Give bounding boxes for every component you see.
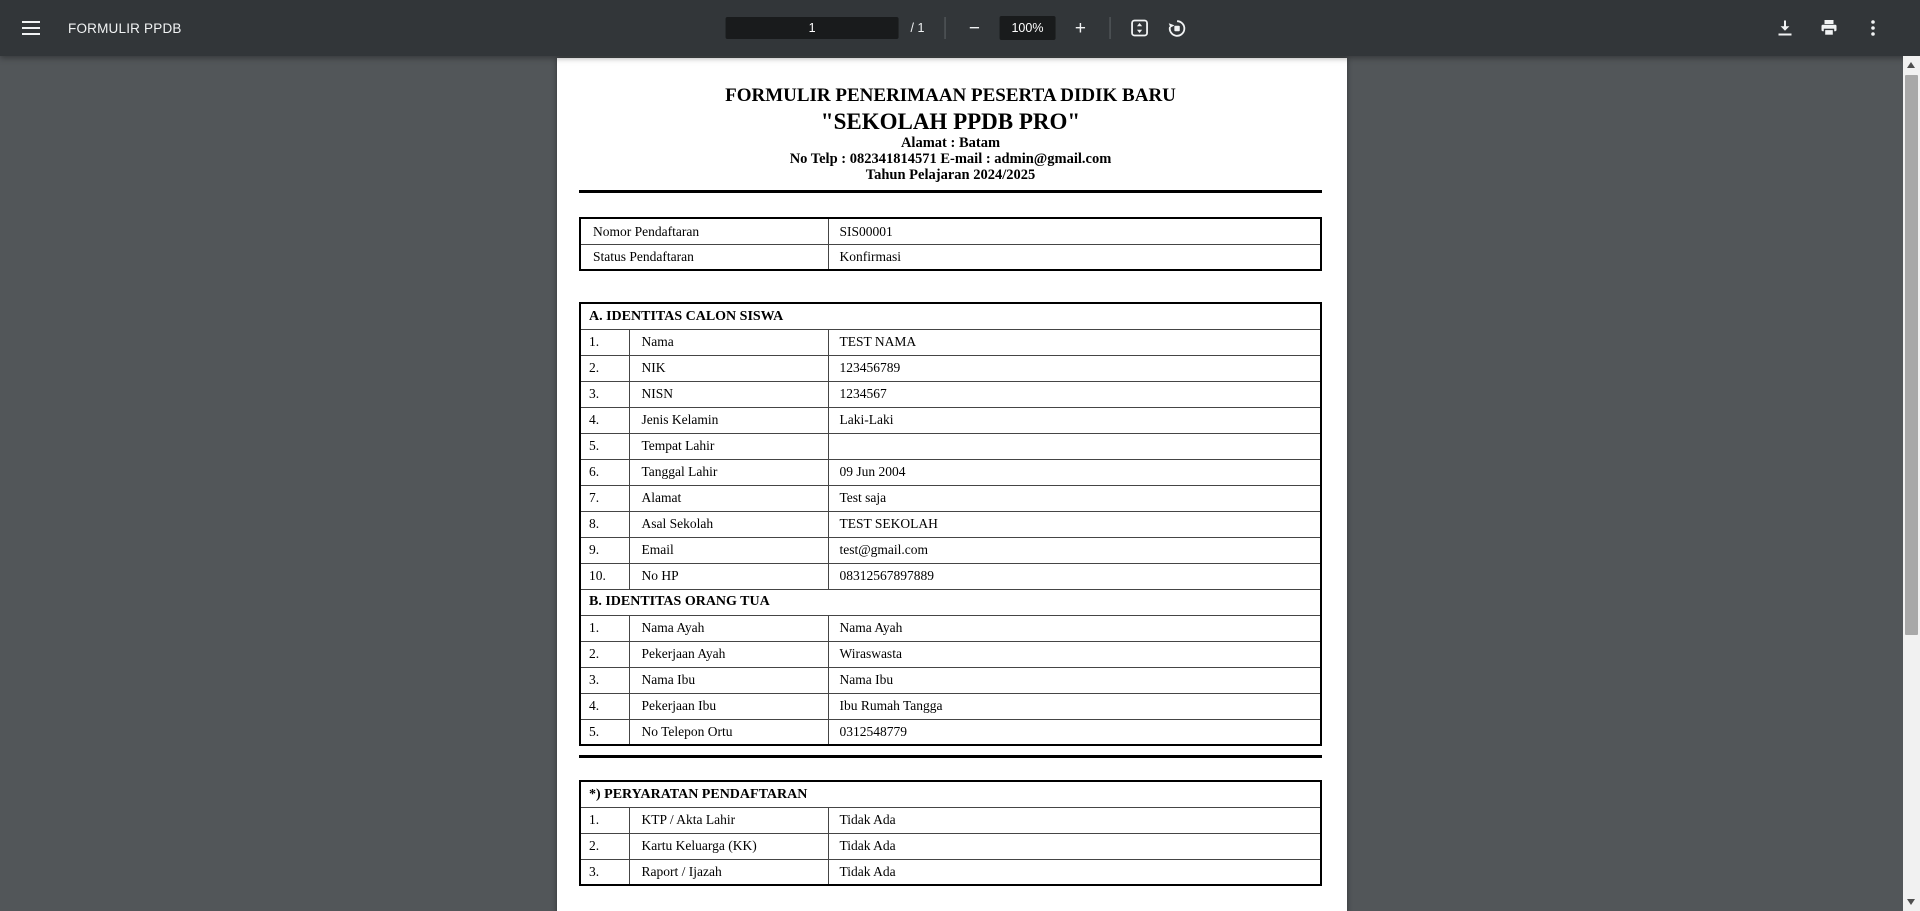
cell-value: Wiraswasta [828,641,1321,667]
section-a-header-row [580,303,1321,329]
cell-value: 123456789 [828,355,1321,381]
table-row [580,719,1321,745]
cell-value: Nama Ibu [828,667,1321,693]
cell-no: 7. [580,485,629,511]
requirements-rule [579,755,1322,758]
cell-value: 1234567 [828,381,1321,407]
requirements-table [579,780,1322,886]
scroll-up-arrow-icon[interactable] [1907,62,1915,68]
table-row [580,218,1321,244]
table-row [580,485,1321,511]
kebab-menu-icon [1871,20,1875,36]
page-count-label: / 1 [910,21,925,35]
cell-label: NIK [629,355,828,381]
form-header [579,85,1322,183]
cell-label: Tanggal Lahir [629,459,828,485]
cell-no: 2. [580,355,629,381]
cell-label: Nama [629,329,828,355]
plus-icon: + [1074,17,1086,39]
school-contact: No Telp : 082341814571 E-mail : admin@gmail.com [789,151,1112,168]
cell-no: 3. [580,667,629,693]
cell-label: Asal Sekolah [629,511,828,537]
cell-label: Raport / Ijazah [629,859,828,885]
section-b-header-row [580,589,1321,615]
table-row [580,833,1321,859]
table-row [580,615,1321,641]
cell-value: Tidak Ada [828,833,1321,859]
rotate-button[interactable] [1160,11,1194,45]
cell-value: 08312567897889 [828,563,1321,589]
menu-button[interactable] [14,11,48,45]
header-rule [579,190,1322,193]
table-row [580,433,1321,459]
section-b-title: B. IDENTITAS ORANG TUA [580,589,1321,615]
cell-value: test@gmail.com [828,537,1321,563]
cell-no: 4. [580,407,629,433]
identity-table [579,302,1322,746]
cell-label: Nomor Pendaftaran [580,218,828,244]
cell-no: 5. [580,433,629,459]
scrollbar-thumb[interactable] [1905,75,1918,635]
fit-to-page-icon [1130,19,1148,37]
cell-label: Tempat Lahir [629,433,828,459]
scroll-down-arrow-icon[interactable] [1907,899,1915,905]
cell-no: 2. [580,833,629,859]
cell-value: 0312548779 [828,719,1321,745]
cell-no: 2. [580,641,629,667]
cell-value: Konfirmasi [828,244,1321,270]
table-row [580,563,1321,589]
cell-value: SIS00001 [828,218,1321,244]
rotate-counterclockwise-icon [1168,19,1187,38]
cell-no: 10. [580,563,629,589]
download-icon [1776,19,1794,37]
table-row [580,329,1321,355]
cell-no: 6. [580,459,629,485]
cell-value: Nama Ayah [828,615,1321,641]
cell-value: Tidak Ada [828,807,1321,833]
table-row [580,511,1321,537]
cell-label: NISN [629,381,828,407]
cell-value: Test saja [828,485,1321,511]
toolbar-divider [944,17,945,39]
cell-label: Status Pendaftaran [580,244,828,270]
cell-label: No HP [629,563,828,589]
hamburger-icon [22,21,40,35]
zoom-in-button[interactable] [1063,11,1097,45]
cell-label: Pekerjaan Ibu [629,693,828,719]
cell-no: 5. [580,719,629,745]
cell-no: 4. [580,693,629,719]
zoom-out-button[interactable] [957,11,991,45]
table-row [580,667,1321,693]
table-row [580,244,1321,270]
cell-no: 1. [580,807,629,833]
cell-no: 3. [580,381,629,407]
table-row [580,693,1321,719]
print-icon [1820,19,1838,37]
pdf-page [557,58,1347,911]
section-a-title: A. IDENTITAS CALON SISWA [580,303,1321,329]
table-row [580,407,1321,433]
zoom-level-display[interactable]: 100% [999,16,1055,40]
cell-value: TEST SEKOLAH [828,511,1321,537]
cell-value: TEST NAMA [828,329,1321,355]
cell-label: Nama Ayah [629,615,828,641]
table-row [580,459,1321,485]
fit-to-page-button[interactable] [1122,11,1156,45]
table-row [580,537,1321,563]
table-row [580,355,1321,381]
requirements-title: *) PERYARATAN PENDAFTARAN [580,781,1321,807]
table-row [580,807,1321,833]
vertical-scrollbar[interactable] [1903,56,1920,911]
cell-label: No Telepon Ortu [629,719,828,745]
cell-value: 09 Jun 2004 [828,459,1321,485]
cell-value [828,433,1321,459]
download-button[interactable] [1768,11,1802,45]
cell-label: Pekerjaan Ayah [629,641,828,667]
print-button[interactable] [1812,11,1846,45]
school-year: Tahun Pelajaran 2024/2025 [865,167,1036,184]
more-options-button[interactable] [1856,11,1890,45]
form-title: FORMULIR PENERIMAAN PESERTA DIDIK BARU [725,85,1176,106]
table-row [580,859,1321,885]
cell-value: Ibu Rumah Tangga [828,693,1321,719]
page-number-input[interactable] [726,17,899,39]
cell-value: Tidak Ada [828,859,1321,885]
minus-icon: − [968,17,981,39]
school-name: "SEKOLAH PPDB PRO" [820,108,1081,134]
cell-no: 8. [580,511,629,537]
requirements-header-row [580,781,1321,807]
cell-label: Email [629,537,828,563]
cell-no: 9. [580,537,629,563]
school-address: Alamat : Batam [900,135,1001,152]
table-row [580,381,1321,407]
pdf-toolbar [0,0,1920,56]
registration-table [579,217,1322,271]
cell-label: KTP / Akta Lahir [629,807,828,833]
cell-value: Laki-Laki [828,407,1321,433]
pdf-viewer-canvas [0,56,1920,911]
cell-label: Jenis Kelamin [629,407,828,433]
cell-no: 3. [580,859,629,885]
table-row [580,641,1321,667]
cell-no: 1. [580,615,629,641]
cell-label: Alamat [629,485,828,511]
document-title: FORMULIR PPDB [68,20,182,36]
toolbar-divider [1109,17,1110,39]
cell-no: 1. [580,329,629,355]
cell-label: Kartu Keluarga (KK) [629,833,828,859]
cell-label: Nama Ibu [629,667,828,693]
